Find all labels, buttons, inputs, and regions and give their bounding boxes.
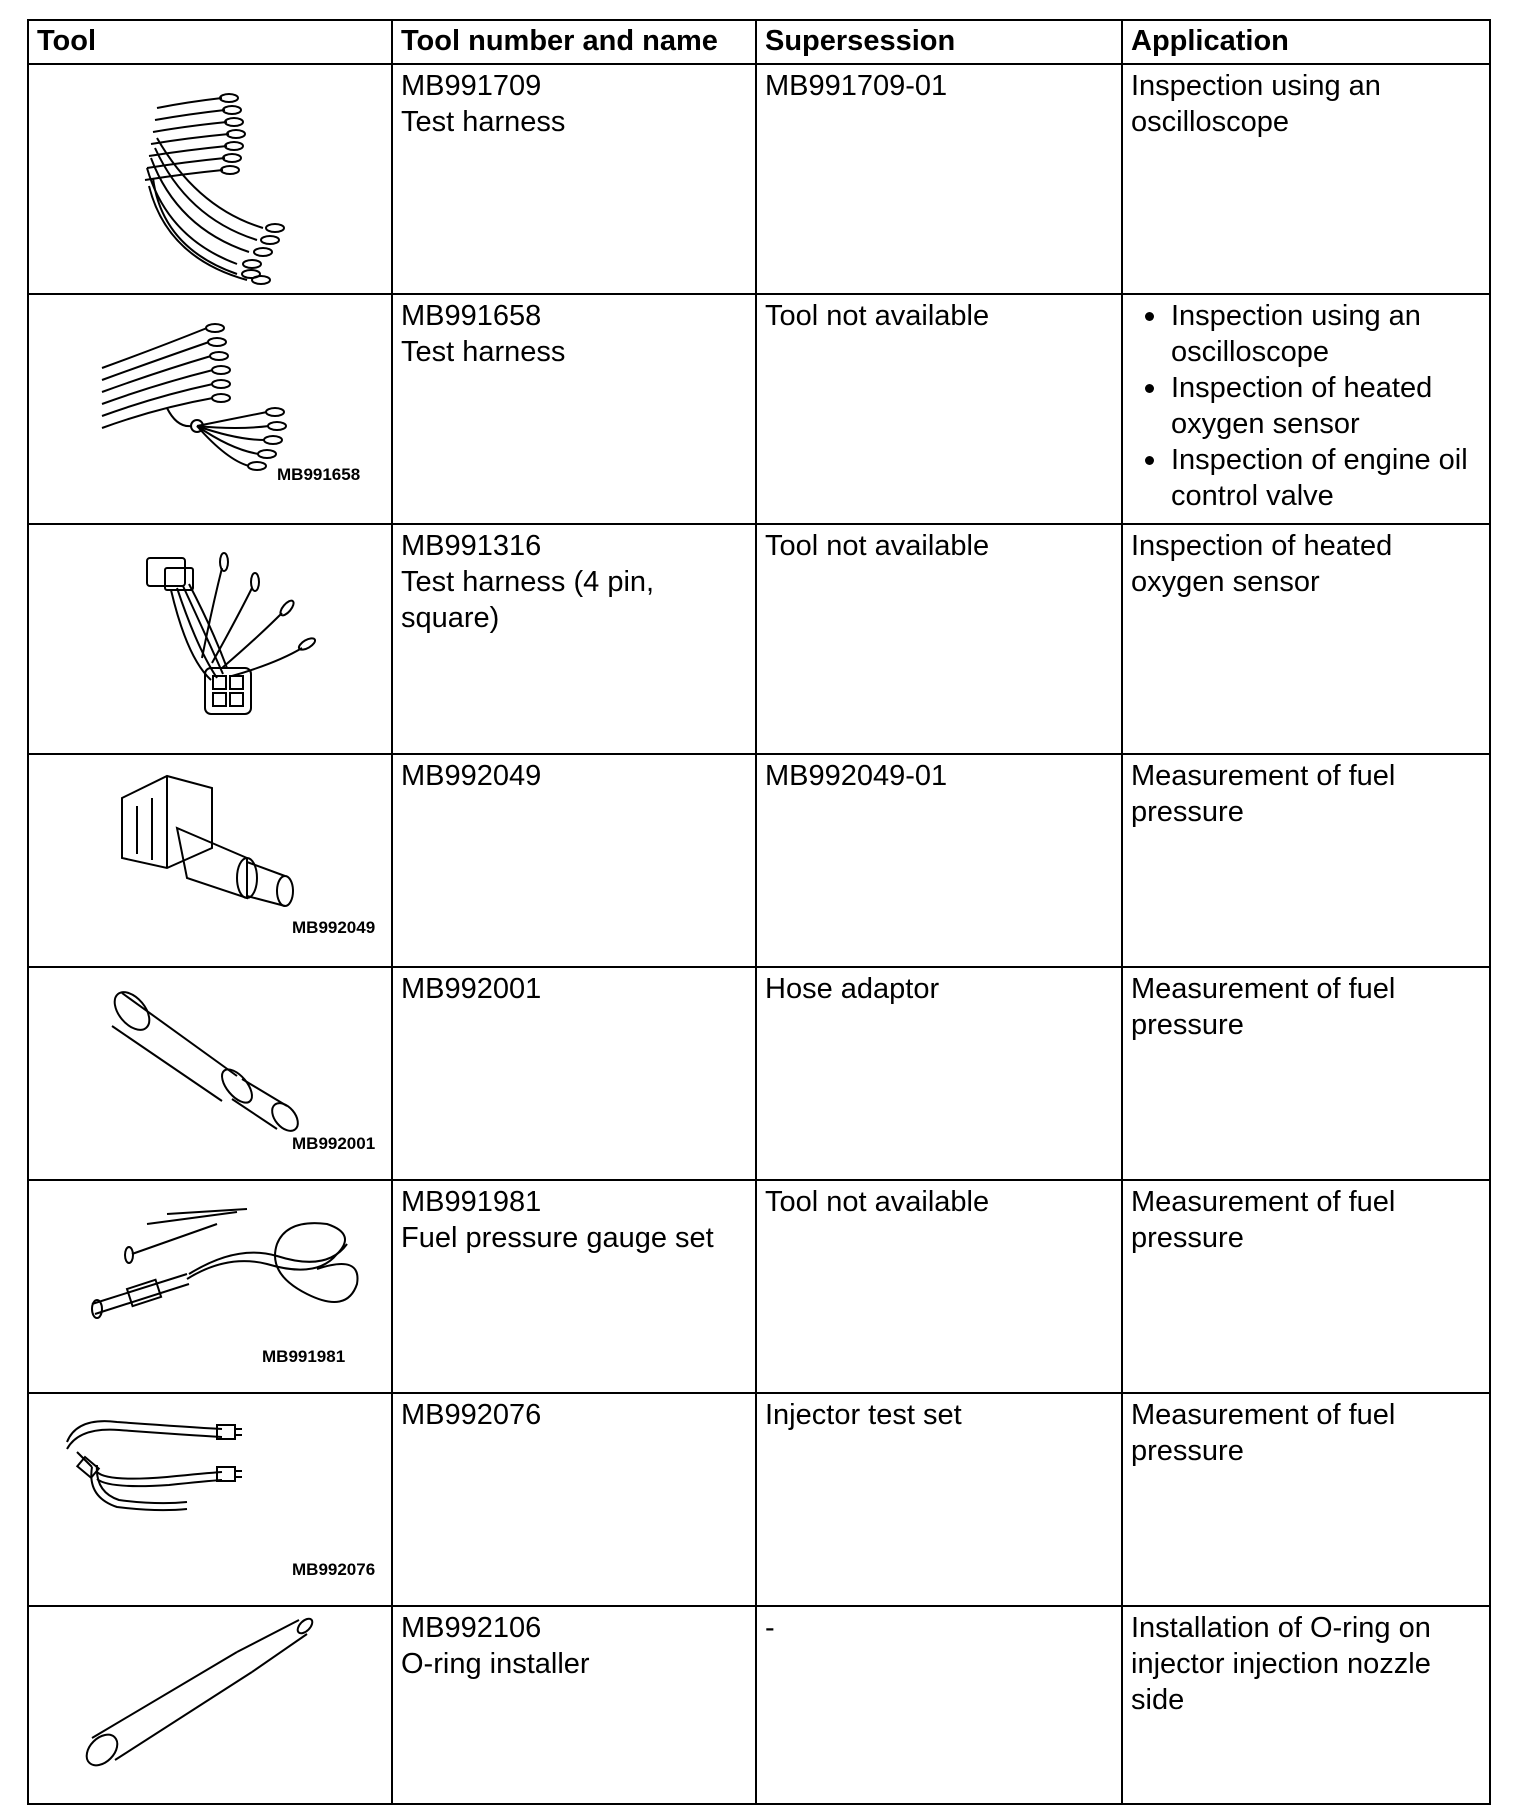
supersession-cell: MB991709-01: [756, 64, 1122, 294]
tool-image-cell: [28, 64, 392, 294]
connector-harness-icon: [37, 528, 397, 753]
table-row: [28, 64, 1490, 294]
table-row: [28, 967, 1490, 1180]
tool-image-cell: [28, 1180, 392, 1393]
tool-image-cell: [28, 294, 392, 524]
tool-image-cell: [28, 1606, 392, 1804]
header-tool: Tool: [28, 20, 392, 64]
tool-number-name-cell: [392, 524, 756, 754]
supersession-cell: Tool not available: [756, 524, 1122, 754]
tool-number-name-cell: [392, 967, 756, 1180]
supersession-cell: Tool not available: [756, 1180, 1122, 1393]
test-harness-icon: [37, 68, 397, 293]
table-row: [28, 1180, 1490, 1393]
injector-test-set-icon: [37, 1397, 397, 1605]
tool-number: MB991316: [401, 530, 542, 562]
header-row: [28, 20, 1490, 64]
tool-number-name-cell: [392, 1393, 756, 1606]
tool-number: MB992106: [401, 1612, 542, 1644]
table-row: [28, 754, 1490, 967]
tool-image-label: MB992076: [292, 1560, 376, 1579]
tool-number-name-cell: [392, 1180, 756, 1393]
application-cell: Installation of O-ring on injector injection nozzle side: [1122, 1606, 1490, 1804]
tool-image-label: MB991981: [262, 1347, 346, 1366]
table-row: [28, 294, 1490, 524]
application-cell: [1122, 294, 1490, 524]
tool-number: MB992001: [401, 973, 542, 1005]
tool-name: O-ring installer: [401, 1648, 590, 1680]
tool-image-label: MB992049: [292, 918, 376, 937]
tool-image-label: MB992001: [292, 1134, 376, 1153]
tool-image-cell: [28, 1393, 392, 1606]
supersession-cell: Hose adaptor: [756, 967, 1122, 1180]
test-harness-icon: [37, 298, 397, 523]
list-item: Inspection of engine oil control valve: [1171, 442, 1481, 514]
list-item: Inspection using an oscilloscope: [1171, 298, 1481, 370]
table-row: [28, 524, 1490, 754]
tool-number-name-cell: [392, 64, 756, 294]
tool-number: MB992049: [401, 760, 542, 792]
application-cell: Measurement of fuel pressure: [1122, 1180, 1490, 1393]
tool-image-label: MB991658: [277, 465, 361, 484]
pressure-gauge-set-icon: [37, 1184, 397, 1392]
application-cell: Measurement of fuel pressure: [1122, 967, 1490, 1180]
tool-image-cell: [28, 967, 392, 1180]
fuel-adapter-icon: [37, 758, 397, 966]
application-cell: Measurement of fuel pressure: [1122, 754, 1490, 967]
table-row: [28, 1393, 1490, 1606]
tool-name: Test harness: [401, 336, 566, 368]
table-row: [28, 1606, 1490, 1804]
o-ring-installer-icon: [37, 1610, 397, 1803]
application-cell: Inspection of heated oxygen sensor: [1122, 524, 1490, 754]
header-application: Application: [1122, 20, 1490, 64]
hose-adaptor-icon: [37, 971, 397, 1179]
tool-number: MB991658: [401, 300, 542, 332]
tool-number: MB991981: [401, 1186, 542, 1218]
supersession-cell: -: [756, 1606, 1122, 1804]
supersession-cell: MB992049-01: [756, 754, 1122, 967]
header-supersession: Supersession: [756, 20, 1122, 64]
tool-image-cell: [28, 524, 392, 754]
tool-number-name-cell: [392, 1606, 756, 1804]
application-list: [1131, 298, 1481, 514]
tool-number-name-cell: [392, 754, 756, 967]
tool-image-cell: [28, 754, 392, 967]
tool-number-name-cell: [392, 294, 756, 524]
tool-number: MB992076: [401, 1399, 542, 1431]
header-tool-number-name: Tool number and name: [392, 20, 756, 64]
application-cell: Measurement of fuel pressure: [1122, 1393, 1490, 1606]
tool-name: Test harness (4 pin, square): [401, 566, 655, 634]
application-cell: Inspection using an oscilloscope: [1122, 64, 1490, 294]
list-item: Inspection of heated oxygen sensor: [1171, 370, 1481, 442]
supersession-cell: Tool not available: [756, 294, 1122, 524]
tool-number: MB991709: [401, 70, 542, 102]
supersession-cell: Injector test set: [756, 1393, 1122, 1606]
tool-name: Test harness: [401, 106, 566, 138]
tool-name: Fuel pressure gauge set: [401, 1222, 714, 1254]
special-tools-table: [27, 19, 1491, 1805]
